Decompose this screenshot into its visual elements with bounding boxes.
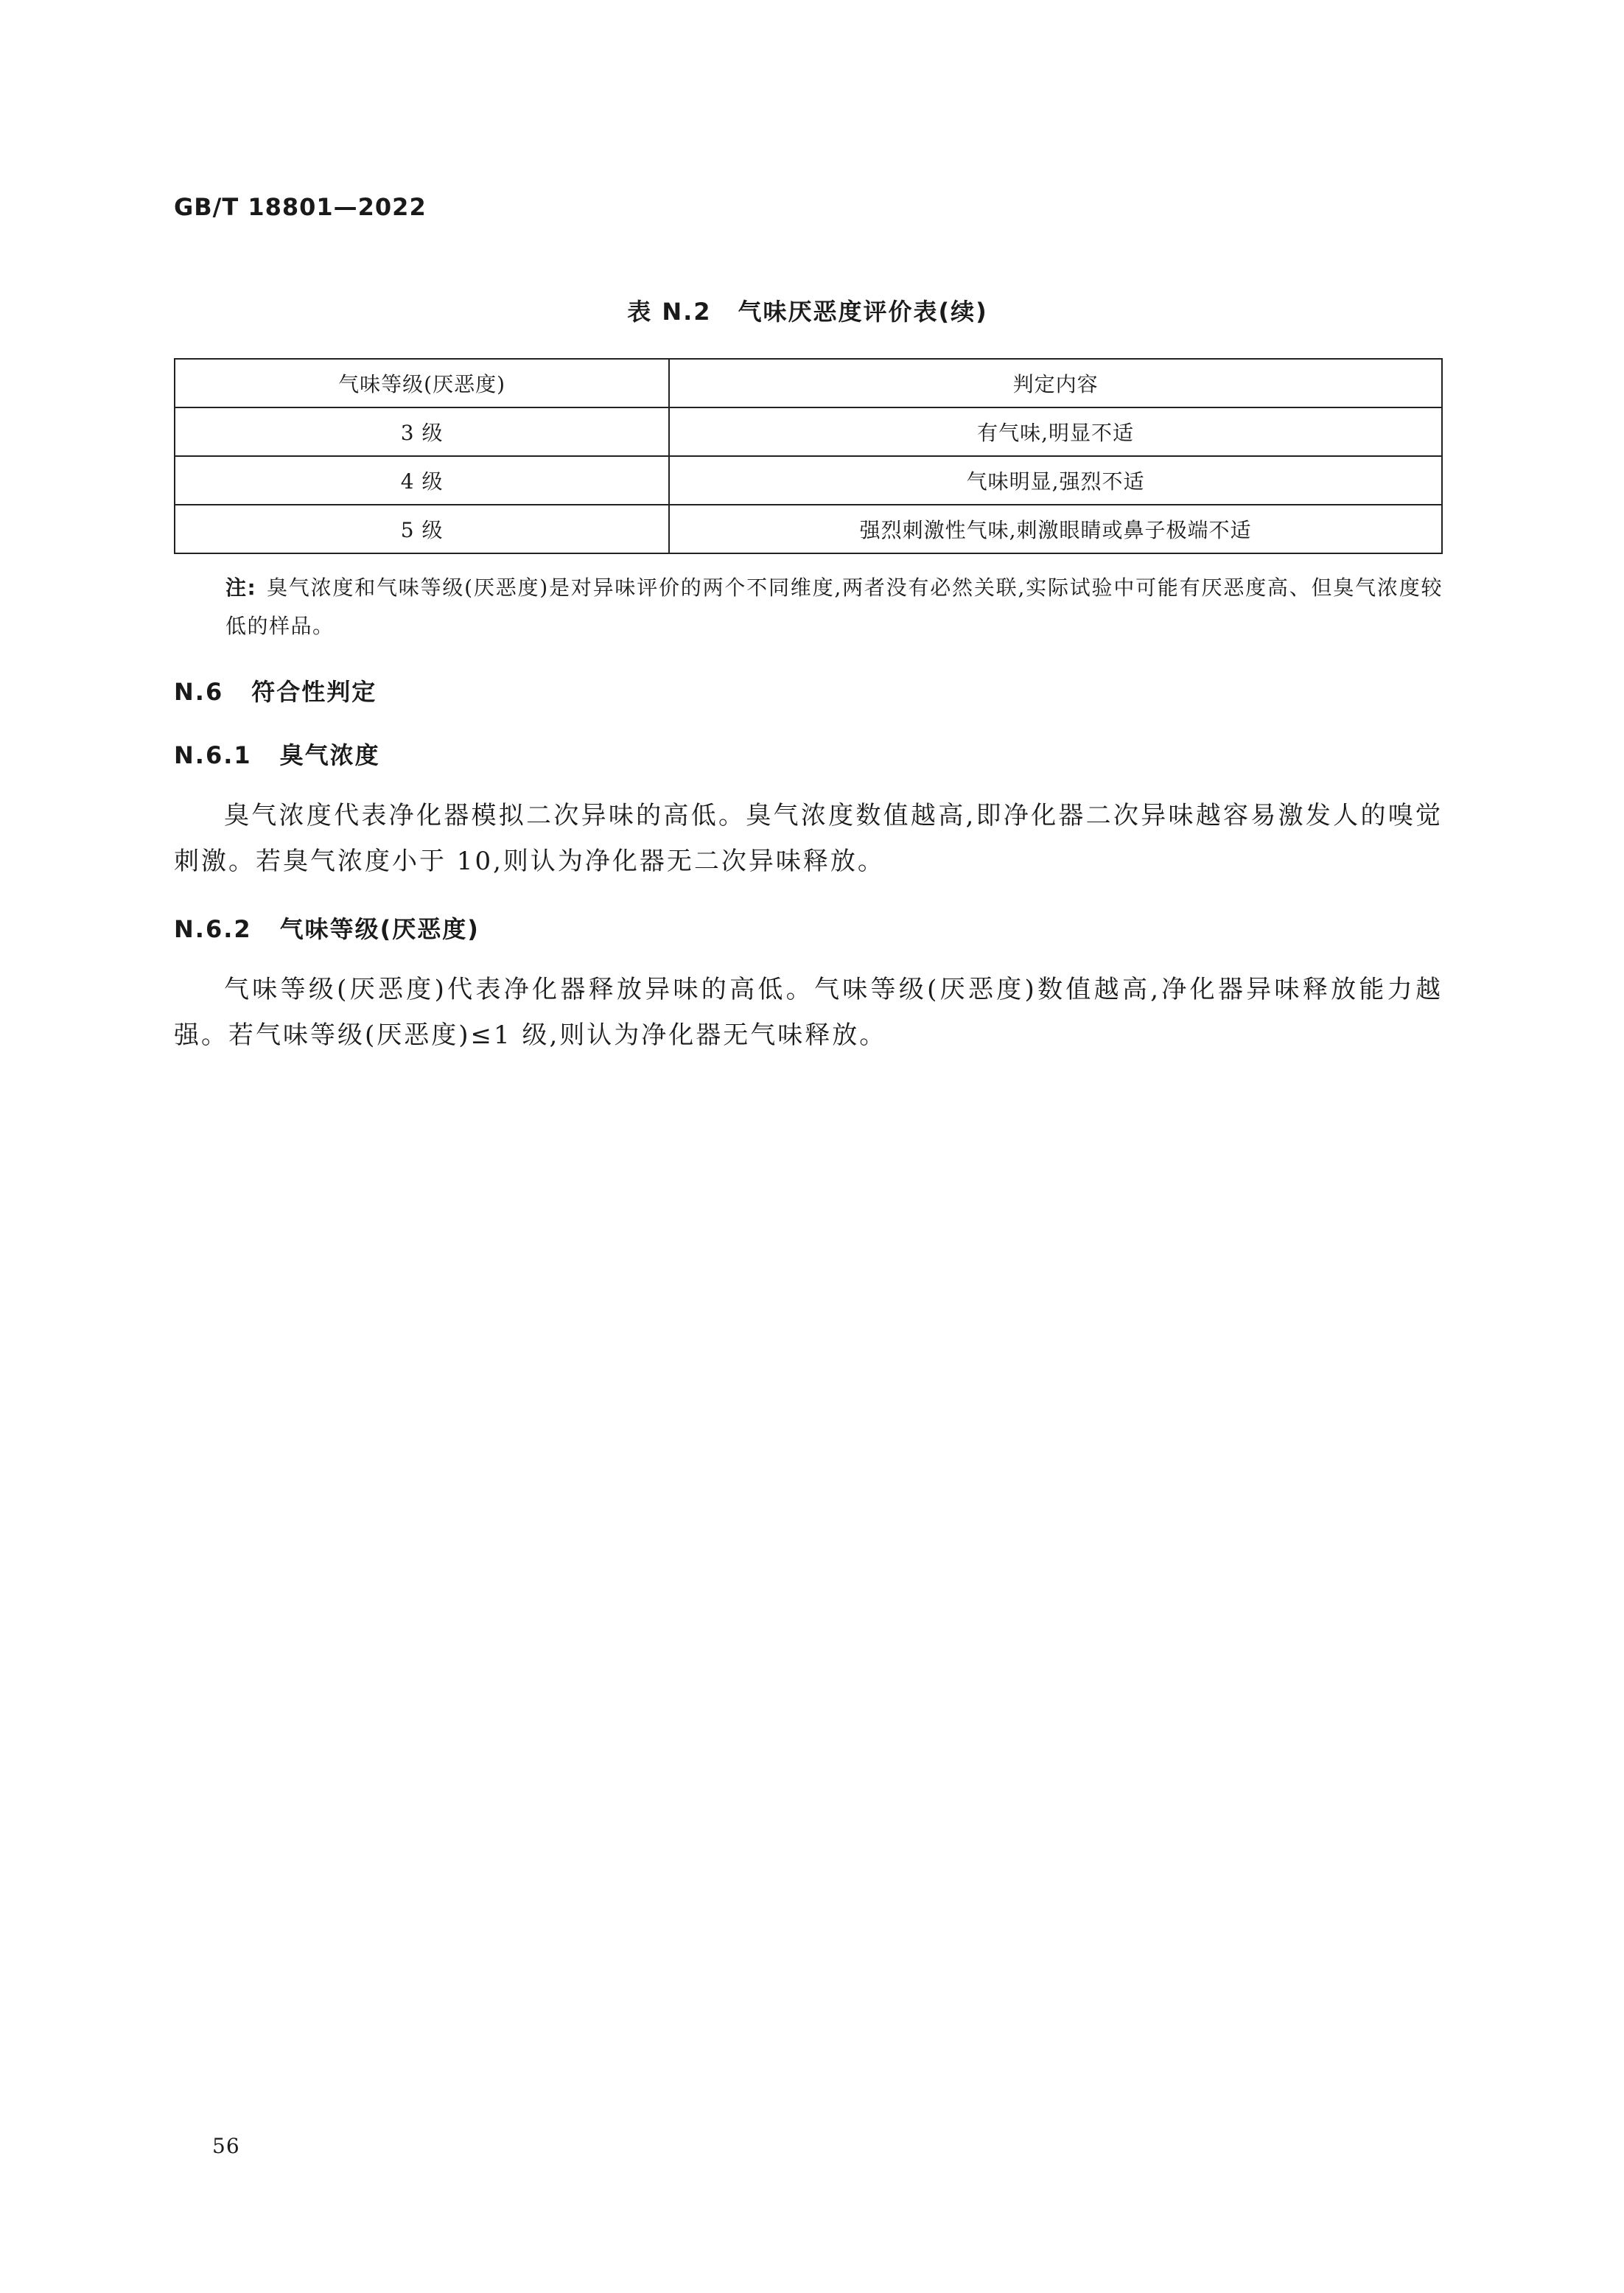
header-judgement: 判定内容 [669,359,1442,407]
section-number: N.6.2 [174,915,252,943]
note-text: 臭气浓度和气味等级(厌恶度)是对异味评价的两个不同维度,两者没有必然关联,实际试验中可能有厌恶度高、但臭气浓度较低的样品。 [225,575,1443,638]
section-title: 臭气浓度 [279,741,380,769]
grade-cell: 5 级 [175,505,669,553]
table-row [175,407,1442,456]
table-caption: 气味厌恶度评价表(续) [738,298,988,326]
section-number: N.6 [174,678,224,706]
paragraph-odor-grade: 气味等级(厌恶度)代表净化器释放异味的高低。气味等级(厌恶度)数值越高,净化器异味释放能力越强。若气味等级(厌恶度)≤1 级,则认为净化器无气味释放。 [174,975,1443,1050]
section-heading-n61 [174,737,380,771]
judgement-cell: 强烈刺激性气味,刺激眼睛或鼻子极端不适 [669,505,1442,553]
table-note [225,569,1443,645]
grade-cell: 4 级 [175,456,669,505]
note-label: 注: [225,575,257,600]
judgement-cell: 有气味,明显不适 [669,407,1442,456]
table-header-row [175,359,1442,407]
table-row [175,505,1442,553]
table-title [174,293,1441,327]
table-row [175,456,1442,505]
odor-grade-table [174,358,1443,554]
page-number: 56 [212,2134,240,2158]
header-odor-grade: 气味等级(厌恶度) [175,359,669,407]
section-title: 气味等级(厌恶度) [279,915,480,943]
judgement-cell: 气味明显,强烈不适 [669,456,1442,505]
grade-cell: 3 级 [175,407,669,456]
section-heading-n6 [174,673,377,707]
table-number: 表 N.2 [627,298,712,326]
paragraph-odor-concentration: 臭气浓度代表净化器模拟二次异味的高低。臭气浓度数值越高,即净化器二次异味越容易激发人的嗅觉刺激。若臭气浓度小于 10,则认为净化器无二次异味释放。 [174,801,1443,876]
standard-code: GB/T 18801—2022 [174,193,427,221]
section-heading-n62 [174,911,480,945]
section-title: 符合性判定 [251,678,377,706]
section-number: N.6.1 [174,741,252,769]
